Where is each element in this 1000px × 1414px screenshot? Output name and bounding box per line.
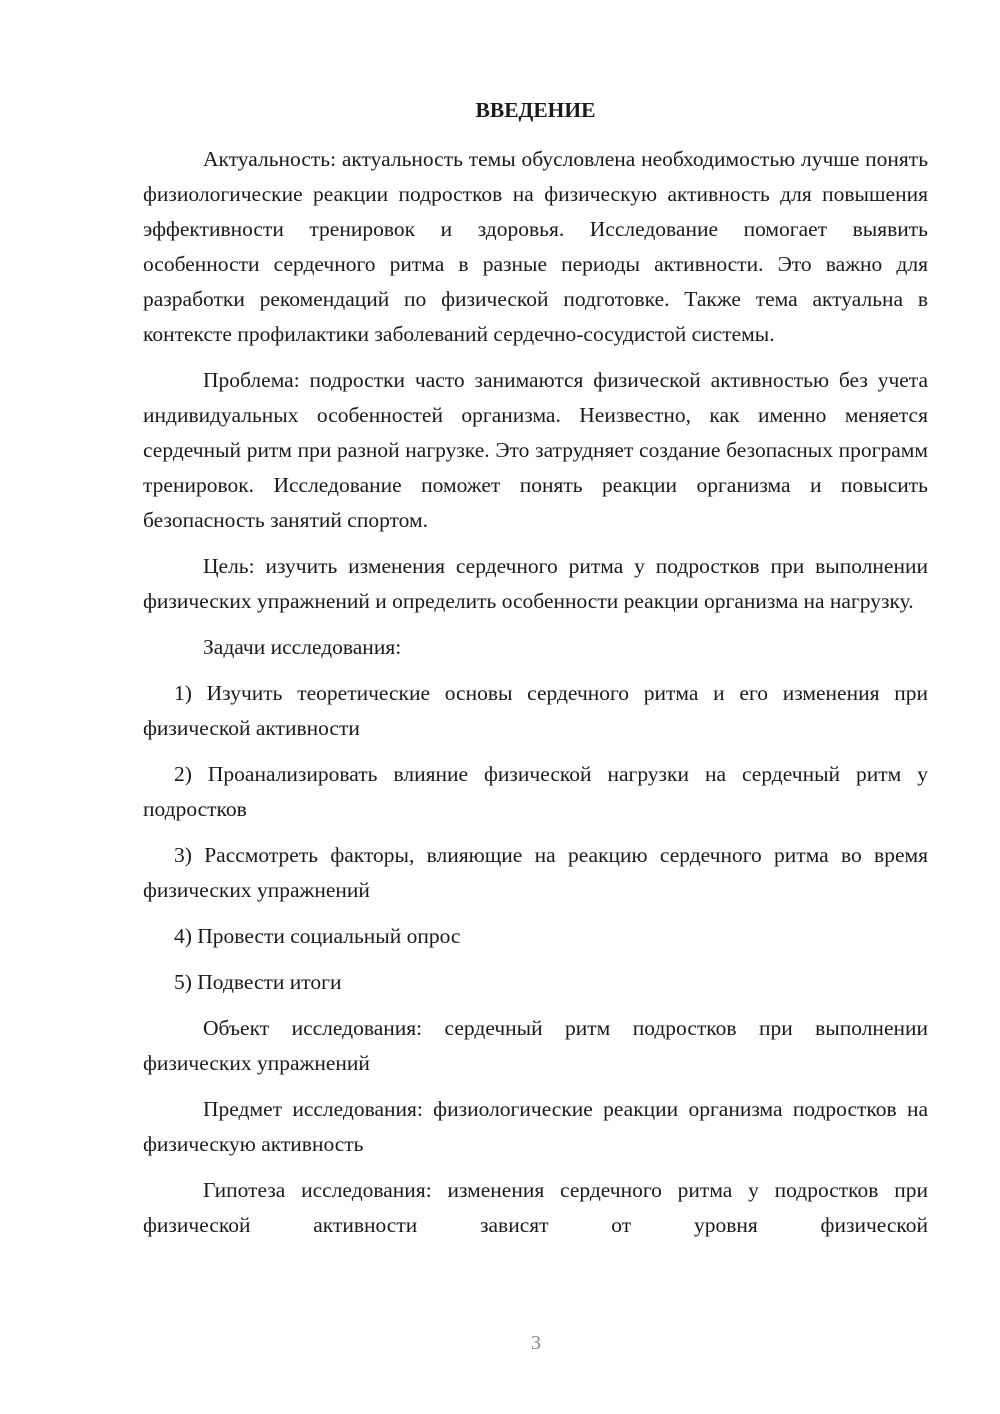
tasks-heading: Задачи исследования:	[203, 635, 402, 659]
task-item-3: 3) Рассмотреть факторы, влияющие на реакцию сердечного ритма во время физических упражнений	[143, 843, 928, 902]
paragraph-goal: Цель: изучить изменения сердечного ритма у подростков при выполнении физических упражнений и определить особенности реакции организма на нагрузку.	[143, 554, 928, 613]
task-item-5: 5) Подвести итоги	[174, 970, 342, 994]
task-item-1: 1) Изучить теоретические основы сердечного ритма и его изменения при физической активности	[143, 681, 928, 740]
paragraph-subject: Предмет исследования: физиологические реакции организма подростков на физическую активность	[143, 1097, 928, 1156]
paragraph-problem: Проблема: подростки часто занимаются физической активностью без учета индивидуальных особенностей организма. Неизвестно, как именно меняется сердечный ритм при разной нагрузке. Это затрудняет создание безопасных программ тренировок. Исследование поможет понять реакции организма и повысить безопасность занятий спортом.	[143, 368, 928, 532]
task-item-4: 4) Провести социальный опрос	[174, 924, 461, 948]
section-title: ВВЕДЕНИЕ	[475, 98, 596, 122]
paragraph-object: Объект исследования: сердечный ритм подростков при выполнении физических упражнений	[143, 1016, 928, 1075]
task-item-2: 2) Проанализировать влияние физической нагрузки на сердечный ритм у подростков	[143, 762, 928, 821]
page-number: 3	[531, 1332, 541, 1354]
paragraph-hypothesis: Гипотеза исследования: изменения сердечного ритма у подростков при физической активности зависят от уровня физической	[143, 1178, 928, 1237]
document-page	[143, 93, 928, 1254]
paragraph-relevance: Актуальность: актуальность темы обусловлена необходимостью лучше понять физиологические реакции подростков на физическую активность для повышения эффективности тренировок и здоровья. Исследование помогает выявить особенности сердечного ритма в разные периоды активности. Это важно для разработки рекомендаций по физической подготовке. Также тема актуальна в контексте профилактики заболеваний сердечно-сосудистой системы.	[143, 147, 928, 346]
